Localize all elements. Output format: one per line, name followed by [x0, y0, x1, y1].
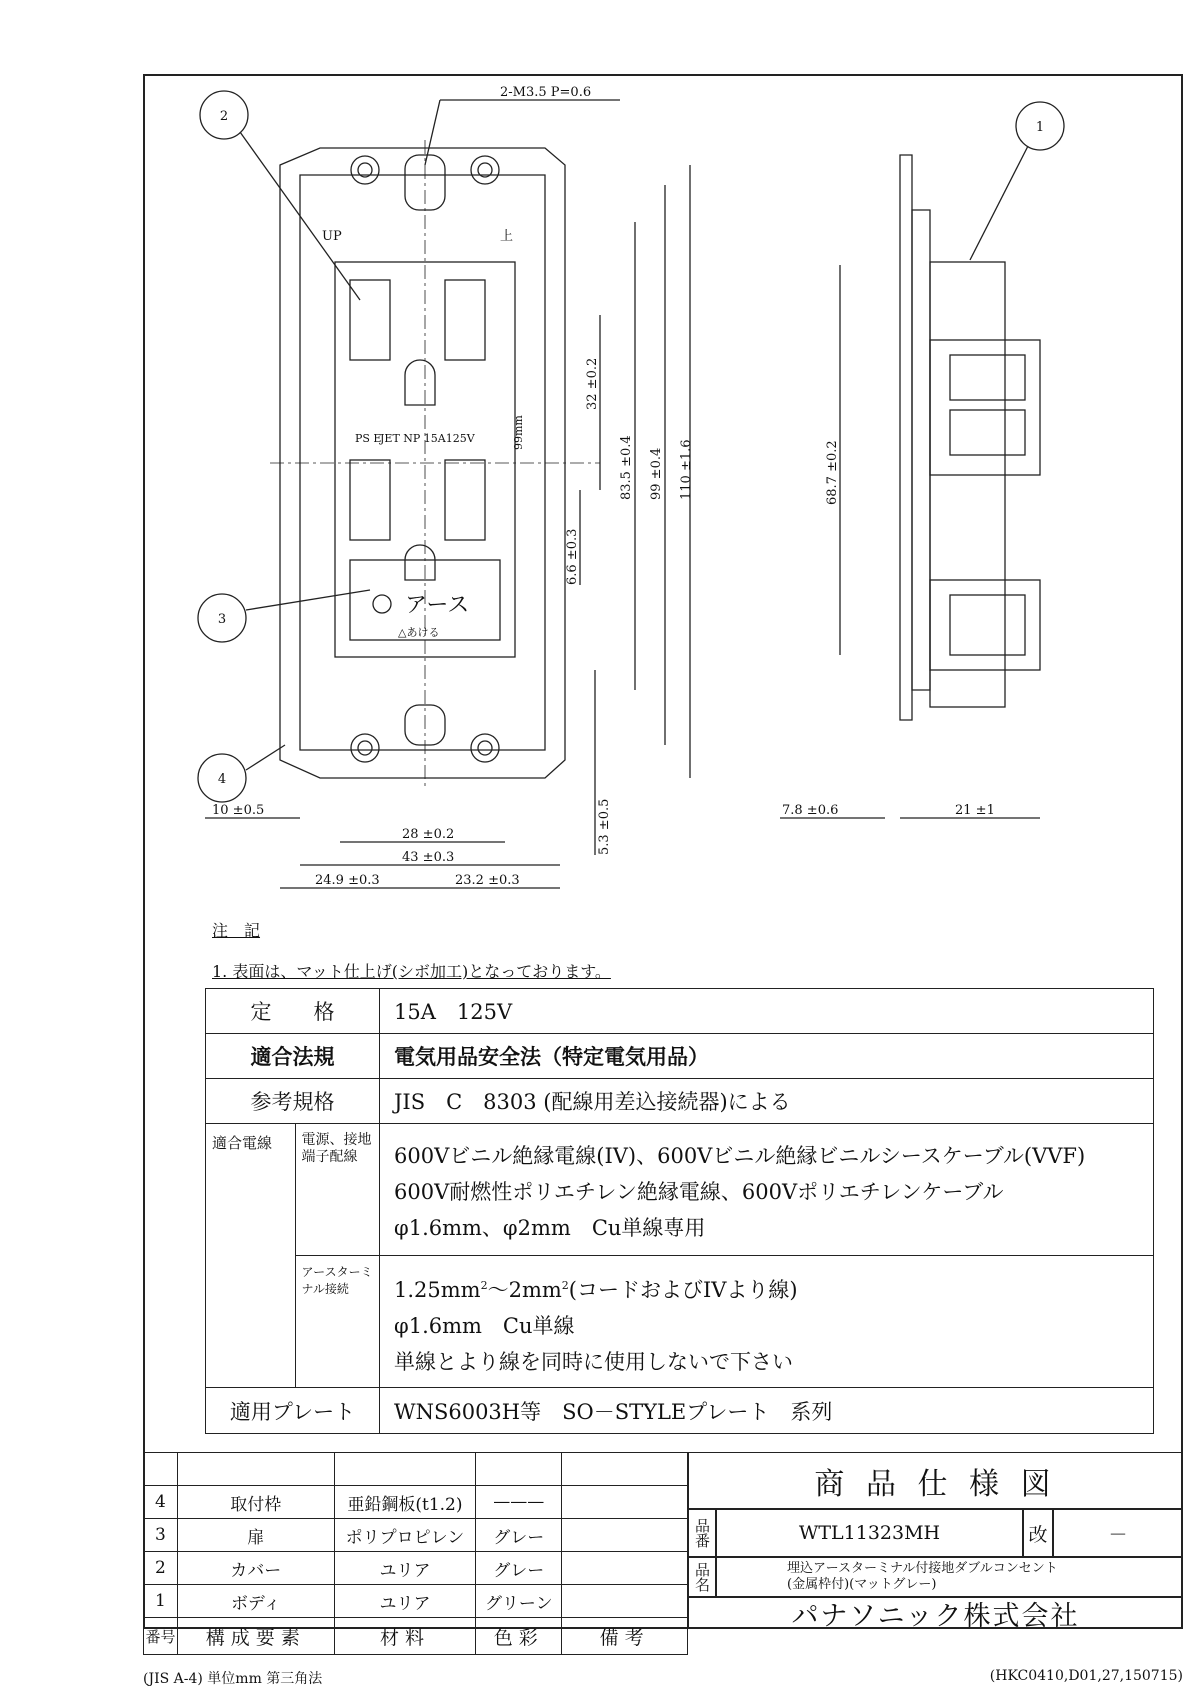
akeru-label: △あける	[398, 626, 440, 639]
notes	[212, 918, 611, 982]
dim-23-2: 23.2 ±0.3	[455, 873, 520, 888]
std-value: JIS C 8303 (配線用差込接続器)による	[380, 1079, 1154, 1124]
power-sub-label: 電源、接地端子配線	[295, 1124, 379, 1256]
pse-mark: PS E	[355, 432, 382, 445]
screw-label: 2-M3.5 P=0.6	[500, 85, 592, 100]
rating-value: 15A 125V	[380, 989, 1154, 1034]
callout-4: 4	[217, 772, 227, 787]
callout-2: 2	[219, 109, 229, 124]
hinmei	[716, 1557, 1183, 1597]
law-label: 適合法規	[206, 1034, 380, 1079]
plate-label: 適用プレート	[206, 1388, 380, 1434]
earth-line-1: $1.25mm^2\sim 2mm^2$(コードおよびIVより線)	[394, 1277, 798, 1302]
bom-row: 3 扉 ポリプロピレン グレー	[144, 1519, 688, 1552]
bom-row: 4 取付枠 亜鉛鋼板(t1.2) ———	[144, 1486, 688, 1519]
face-marks: JET NP 15A125V	[380, 432, 475, 445]
notes-line-1: 1. 表面は、マット仕上げ(シボ加工)となっております。	[212, 962, 611, 981]
earth-line-2: φ1.6mm Cu単線	[394, 1313, 575, 1338]
hinban-label: 品番	[688, 1509, 716, 1557]
hinban: WTL11323MH	[716, 1509, 1023, 1557]
side-view-plate	[900, 155, 912, 720]
side-mark: 99mm	[512, 415, 525, 450]
dim-24-9: 24.9 ±0.3	[315, 873, 380, 888]
std-label: 参考規格	[206, 1079, 380, 1124]
callout-3: 3	[217, 612, 227, 627]
rating-label: 定 格	[206, 989, 380, 1034]
earth-sub-label: アースターミナル接続	[295, 1256, 379, 1388]
bom-row: 1 ボディ ユリア グリーン	[144, 1585, 688, 1618]
hinmei-line-2: (金属枠付)(マットグレー)	[787, 1577, 937, 1592]
dim-99: 99 ±0.4	[649, 447, 664, 500]
dim-7-8: 7.8 ±0.6	[782, 803, 839, 818]
dim-5-3: 5.3 ±0.5	[597, 798, 612, 855]
notes-heading: 注 記	[212, 921, 261, 940]
earth-line-3: 単線とより線を同時に使用しないで下さい	[394, 1349, 793, 1374]
dim-43: 43 ±0.3	[402, 850, 455, 865]
title-block	[688, 1452, 1183, 1632]
power-line-1: 600Vビニル絶縁電線(IV)、600Vビニル絶縁ビニルシースケーブル(VVF)	[394, 1143, 1086, 1168]
title: 商 品 仕 様 図	[688, 1452, 1183, 1509]
mounting-frame-inner	[300, 175, 545, 750]
kai-value: －	[1053, 1509, 1183, 1557]
dim-110: 110 ±1.6	[679, 439, 694, 500]
dim-21: 21 ±1	[955, 803, 995, 818]
dim-10: 10 ±0.5	[212, 803, 265, 818]
footer-right: (HKC0410,D01,27,150715)	[989, 1668, 1183, 1684]
bom-table	[143, 1452, 688, 1655]
bom-row: 2 カバー ユリア グレー	[144, 1552, 688, 1585]
ue-label: 上	[500, 229, 514, 244]
power-line-2: 600V耐燃性ポリエチレン絶縁電線、600Vポリエチレンケーブル	[394, 1179, 1004, 1204]
company: パナソニック株式会社	[688, 1597, 1183, 1629]
spec-table	[205, 988, 1154, 1434]
dim-83-5: 83.5 ±0.4	[619, 435, 634, 500]
callout-1: 1	[1035, 120, 1045, 135]
bom-header: 番号 構成要素 材料 色彩 備考	[144, 1618, 688, 1655]
dim-68-7: 68.7 ±0.2	[825, 440, 840, 505]
wire-label: 適合電線	[206, 1124, 296, 1388]
dim-32: 32 ±0.2	[585, 357, 600, 410]
power-line-3: φ1.6mm、φ2mm Cu単線専用	[394, 1215, 706, 1240]
dim-6-6: 6.6 ±0.3	[565, 528, 580, 585]
kai-label: 改	[1023, 1509, 1053, 1557]
earth-label: アース	[405, 593, 470, 618]
law-value: 電気用品安全法（特定電気用品）	[380, 1034, 1154, 1079]
hinmei-line-1: 埋込アースターミナル付接地ダブルコンセント	[787, 1561, 1058, 1576]
dim-28: 28 ±0.2	[402, 827, 455, 842]
plate-value: WNS6003H等 SO－STYLEプレート 系列	[380, 1388, 1154, 1434]
hinmei-label: 品名	[688, 1557, 716, 1597]
footer-left: (JIS A-4) 単位mm 第三角法	[143, 1671, 323, 1687]
up-label: UP	[322, 229, 342, 244]
